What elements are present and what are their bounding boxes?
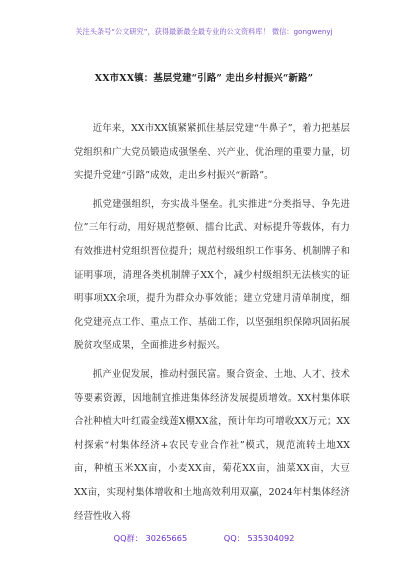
paragraph-intro: 近年来，XX市XX镇紧紧抓住基层党建“牛鼻子”，着力把基层党组织和广大党员锻造成强堡垒、兴产业、优治理的重要力量，切实提升党建“引路”成效，走出乡村振兴“新路”。 (74, 123, 350, 182)
paragraph-industry: 抓产业促发展，推动村强民富。聚合资金、土地、人才、技术等要素资源，因地制宜推进集体经济发展提质增效。XX村集体联合社种植大叶红霞金线莲X棚XX盆，预计年均可增收XX万元；XX村探索“村集体经济+农民专业合作社”模式，规范流转土地XX亩，种植玉米XX亩，小麦XX亩，菊花XX亩，油菜XX亩，大豆XX亩，实现村集体增收和土地高效利用双赢，2024年村集体经济经营性收入将 (74, 368, 350, 522)
document-title: XX市XX镇：基层党建“引路” 走出乡村振兴“新路” (94, 73, 314, 84)
qq-number: QQ： 535304092 (223, 533, 295, 543)
top-banner: 关注头条号“公文研究”，获得最新最全最专业的公文资料库！ 微信：gongwenyj (75, 27, 333, 36)
qq-group-number: QQ群： 30265665 (113, 533, 188, 543)
paragraph-organization: 抓党建强组织，夯实战斗堡垒。扎实推进“分类指导、争先进位”三年行动，用好规范整顿、擂台比武、对标提升等载体，有力有效推进村党组织晋位提升；规范村级组织工作事务、机制牌子和证明事项，清理各类机制牌子XX个，减少村级组织无法核实的证明事项XX余项，提升为群众办事效能；建立党建月清单制度，细化党建亮点工作、重点工作、基础工作，以坚强组织保障巩固拓展脱贫攻坚成果，全面推进乡村振兴。 (74, 198, 350, 352)
footer-contact (0, 533, 408, 544)
document-body (74, 117, 350, 533)
